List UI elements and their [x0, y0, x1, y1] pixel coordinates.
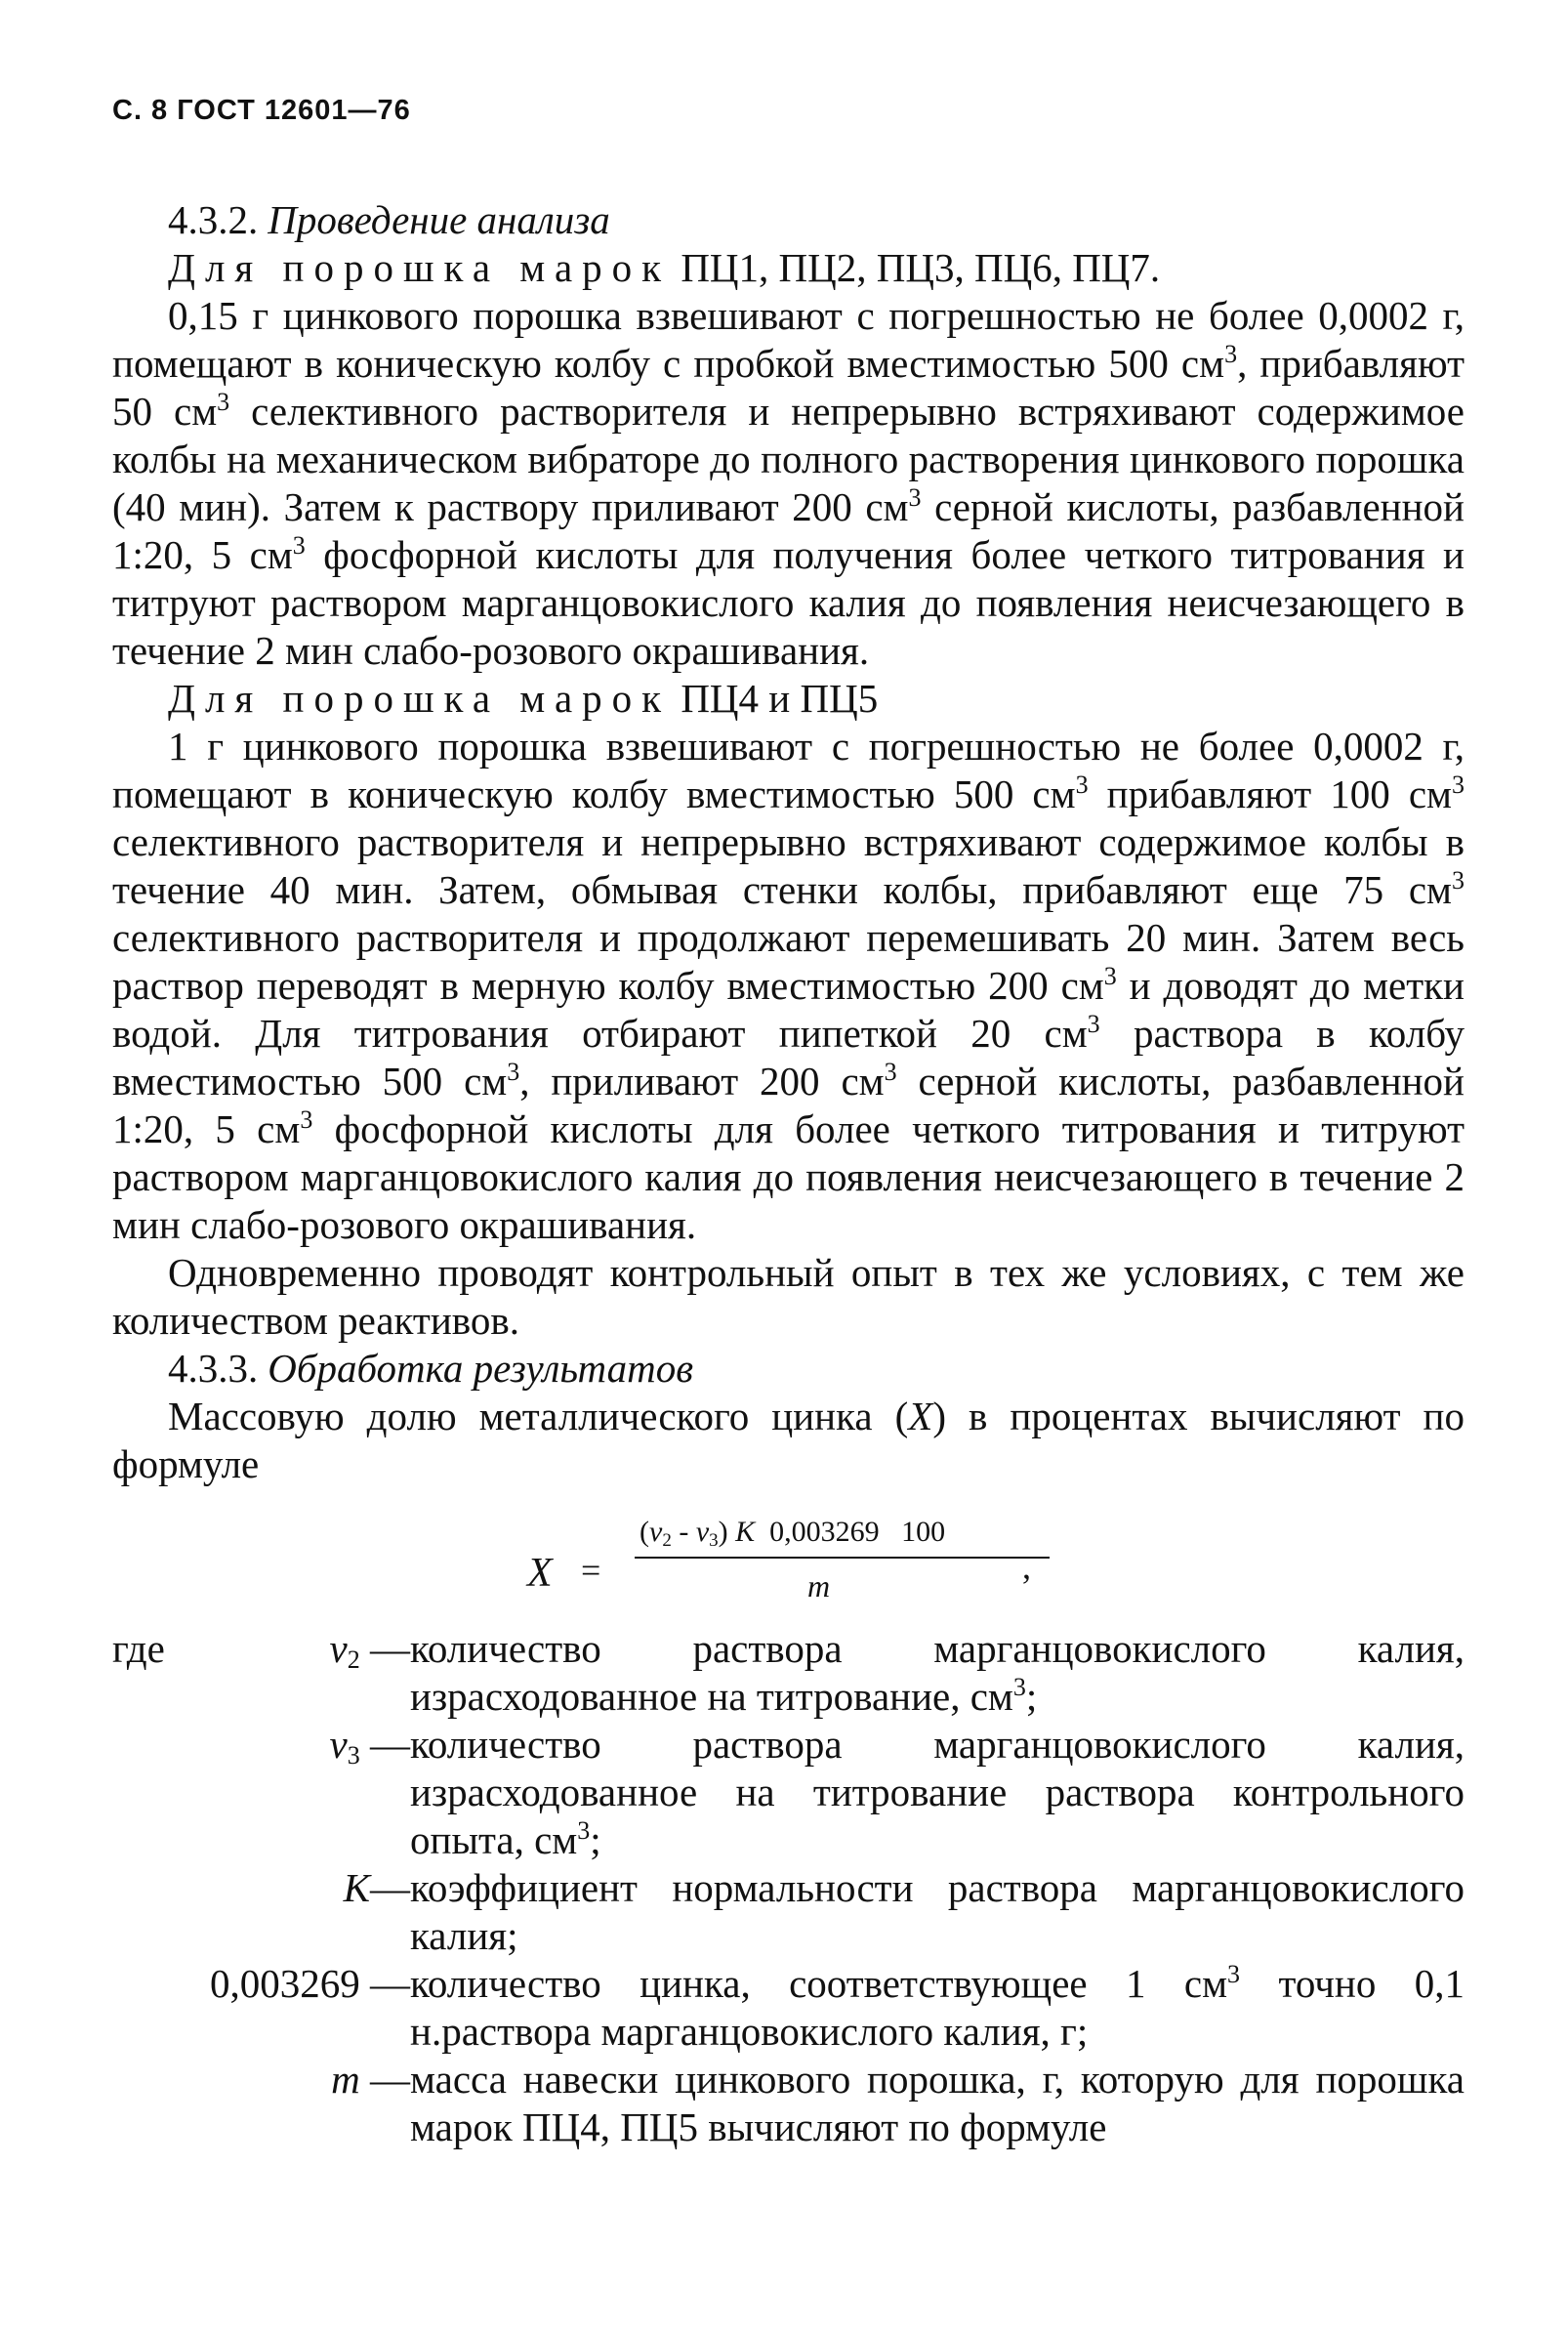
grades-heading-spaced: Для порошка марок — [168, 245, 672, 290]
formula-denominator: m — [807, 1568, 831, 1603]
text-run: Массовую долю металлического цинка ( — [168, 1394, 909, 1438]
var-k: K — [727, 1516, 756, 1548]
text-run: количество раствора марганцовокислого калия, израсходованное на титрование раствора контрольного опыта, см — [410, 1722, 1465, 1862]
grades-heading-marks: ПЦ4 и ПЦ5 — [671, 676, 879, 721]
dash: — — [359, 1626, 410, 1671]
text-run: серной кислоты, разбавленной 1:20, 5 см — [112, 1059, 1465, 1151]
formula-equals: = — [581, 1551, 601, 1590]
text-run: 1 г цинкового порошка взвешивают с погрешностью не более 0,0002 г, помещают в коническую колбу вместимостью 500 см — [112, 724, 1465, 816]
definition-row — [112, 2056, 1465, 2151]
superscript: 3 — [884, 1058, 897, 1086]
definition-where-cell — [112, 1721, 210, 1864]
definition-symbol — [210, 1625, 410, 1721]
coefficients: 0,003269 100 — [755, 1516, 946, 1548]
text-run: прибавляют 100 см — [1088, 771, 1452, 816]
superscript: 3 — [577, 1816, 591, 1845]
text-run: раствора в колбу вместимостью 500 см — [112, 1011, 1465, 1104]
var-v: v — [649, 1516, 663, 1548]
dash: — — [370, 1865, 410, 1910]
formula-comma: , — [1022, 1547, 1031, 1586]
grades-heading-1 — [112, 244, 1465, 292]
text-run: ; — [590, 1817, 601, 1862]
text-run: фосфорной кислоты для более четкого титрования и титруют раствором марганцовокислого калия до появления неисчезающего в течение 2 мин слабо-розового окрашивания. — [112, 1106, 1465, 1247]
paragraph-control-test: Одновременно проводят контрольный опыт в тех же условиях, с тем же количеством реактивов. — [112, 1250, 1465, 1343]
definitions-table — [112, 1625, 1465, 2151]
section-4-3-3-heading — [112, 1345, 1465, 1393]
section-number: 4.3.2. — [168, 197, 259, 242]
text-run: ) в процентах вычисляют по формуле — [112, 1394, 1465, 1486]
superscript: 3 — [292, 531, 306, 560]
superscript: 3 — [300, 1105, 313, 1134]
section-title: Проведение анализа — [268, 197, 610, 242]
formula-numerator — [640, 1508, 1050, 1556]
dash: — — [359, 1722, 410, 1767]
definition-row — [112, 1960, 1465, 2056]
where-label: где — [112, 1626, 165, 1671]
formula-block — [112, 1496, 1465, 1623]
symbol: K — [343, 1865, 370, 1910]
definition-symbol — [210, 1960, 410, 2056]
symbol: v — [329, 1626, 348, 1671]
definition-row — [112, 1625, 1465, 1721]
definition-row — [112, 1864, 1465, 1960]
formula-lhs: X — [527, 1551, 553, 1596]
definition-where-cell — [112, 1960, 210, 2056]
grades-heading-2 — [112, 675, 1465, 723]
subscript: 3 — [347, 1741, 360, 1770]
text-run: количество цинка, соответствующее 1 см — [410, 1961, 1228, 2006]
text-run: и доводят до метки водой. Для титрования отбирают пипеткой 20 см — [112, 963, 1465, 1056]
paragraph-formula-intro — [112, 1393, 1465, 1488]
page-header: С. 8 ГОСТ 12601—76 — [112, 95, 411, 126]
paren: ) — [718, 1516, 728, 1548]
subscript: 3 — [709, 1530, 719, 1551]
text-run: , приливают 200 см — [519, 1059, 885, 1104]
definition-where-cell — [112, 2056, 210, 2151]
superscript: 3 — [507, 1058, 520, 1086]
text-run: 0,15 г цинкового порошка взвешивают с погрешностью не более 0,0002 г, помещают в коническую колбу с пробкой вместимостью 500 см — [112, 293, 1465, 386]
definition-symbol — [210, 1721, 410, 1864]
minus: - — [671, 1516, 696, 1548]
text-run: селективного растворителя и непрерывно встряхивают содержимое колбы в течение 40 мин. Затем, обмывая стенки колбы, прибавляют еще 75 см — [112, 819, 1465, 912]
document-page — [112, 93, 1465, 2151]
dash: — — [359, 2057, 410, 2102]
superscript: 3 — [908, 483, 922, 512]
superscript: 3 — [1012, 1673, 1026, 1701]
subscript: 2 — [662, 1530, 672, 1551]
text-run: коэффициент нормальности раствора марганцовокислого калия; — [410, 1865, 1465, 1958]
symbol: m — [331, 2057, 360, 2102]
definition-text — [410, 1864, 1465, 1960]
definition-symbol — [210, 1864, 410, 1960]
paragraph-procedure-1 — [112, 292, 1465, 675]
symbol: v — [329, 1722, 348, 1767]
definition-where-cell — [112, 1625, 210, 1721]
superscript: 3 — [1452, 866, 1465, 895]
grades-heading-marks: ПЦ1, ПЦ2, ПЦ3, ПЦ6, ПЦ7. — [671, 245, 1161, 290]
superscript: 3 — [1087, 1010, 1100, 1038]
text-run: ; — [1025, 1674, 1038, 1719]
superscript: 3 — [1227, 1960, 1241, 1988]
text-run: количество раствора марганцовокислого калия, израсходованное на титрование, см — [410, 1626, 1465, 1719]
text-run: фосфорной кислоты для получения более четкого титрования и титруют раствором марганцовокислого калия до появления неисчезающего в течение 2 мин слабо-розового окрашивания. — [112, 532, 1465, 673]
symbol: 0,003269 — [210, 1961, 360, 2006]
superscript: 3 — [1103, 962, 1117, 990]
text-run: , прибавляют 50 см — [112, 341, 1465, 434]
dash: — — [359, 1961, 410, 2006]
superscript: 3 — [1075, 770, 1089, 799]
superscript: 3 — [1452, 770, 1465, 799]
definition-where-cell — [112, 1864, 210, 1960]
text-run: точно 0,1 н.раствора марганцовокислого калия, г; — [410, 1961, 1465, 2054]
fraction-bar — [635, 1557, 1050, 1559]
paren: ( — [640, 1516, 649, 1548]
definition-symbol — [210, 2056, 410, 2151]
paragraph-procedure-2 — [112, 723, 1465, 1249]
definition-text — [410, 1721, 1465, 1864]
text-run: масса навески цинкового порошка, г, которую для порошка марок ПЦ4, ПЦ5 вычисляют по формуле — [410, 2057, 1465, 2149]
superscript: 3 — [1224, 340, 1238, 368]
symbol-x: X — [908, 1394, 933, 1438]
text-run: серной кислоты, разбавленной 1:20, 5 см — [112, 484, 1465, 577]
var-v: v — [695, 1516, 710, 1548]
definition-row — [112, 1721, 1465, 1864]
definition-text — [410, 1960, 1465, 2056]
section-4-3-2-heading — [112, 196, 1465, 244]
text-run: селективного растворителя и продолжают перемешивать 20 мин. Затем весь раствор переводят в мерную колбу вместимостью 200 см — [112, 915, 1465, 1008]
superscript: 3 — [217, 388, 230, 416]
definition-text — [410, 2056, 1465, 2151]
definition-text — [410, 1625, 1465, 1721]
section-number: 4.3.3. — [168, 1346, 259, 1391]
section-title: Обработка результатов — [268, 1346, 694, 1391]
grades-heading-spaced: Для порошка марок — [168, 676, 672, 721]
subscript: 2 — [347, 1645, 360, 1674]
text-run: селективного растворителя и непрерывно встряхивают содержимое колбы на механическом вибраторе до полного растворения цинкового порошка (40 мин). Затем к раствору приливают 200 см — [112, 389, 1465, 529]
